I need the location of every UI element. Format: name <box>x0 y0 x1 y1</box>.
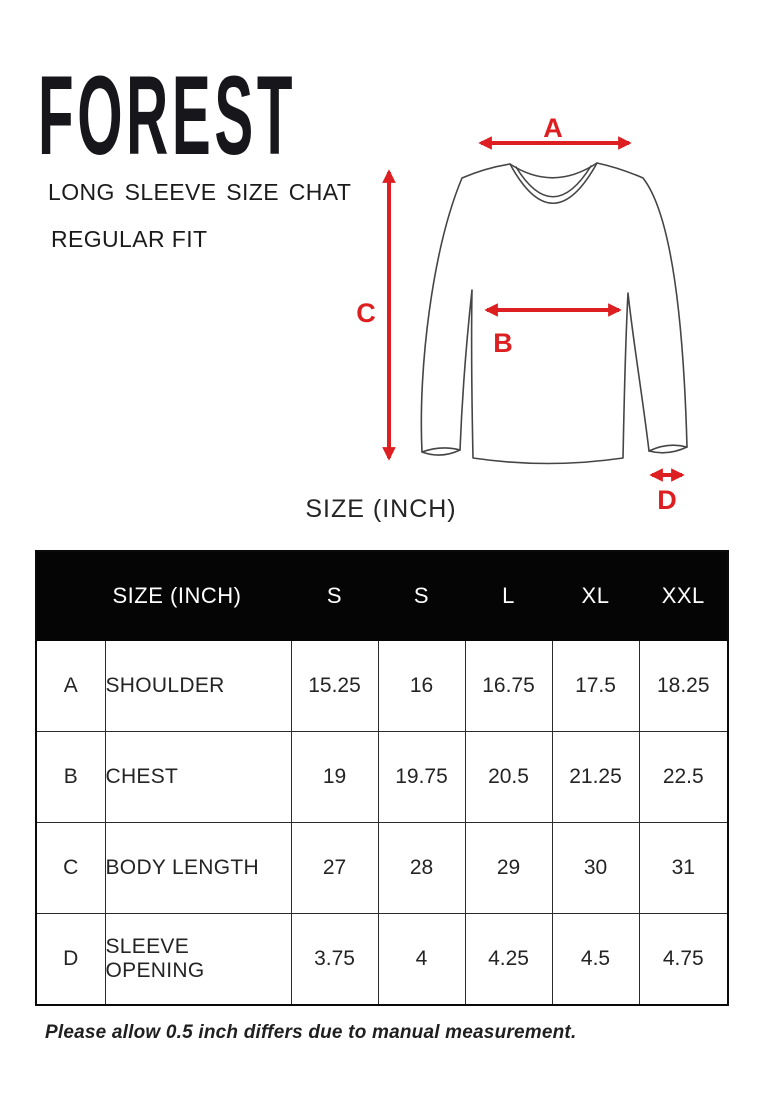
row-value: 27 <box>291 823 378 914</box>
row-letter: C <box>36 823 105 914</box>
row-value: 4.75 <box>639 914 728 1006</box>
row-name: SLEEVE OPENING <box>105 914 291 1006</box>
label-c: C <box>356 298 376 328</box>
row-value: 17.5 <box>552 641 639 732</box>
row-value: 15.25 <box>291 641 378 732</box>
size-table-container <box>35 550 727 1006</box>
header-corner-cell <box>36 551 105 641</box>
row-value: 29 <box>465 823 552 914</box>
row-letter: D <box>36 914 105 1006</box>
row-value: 22.5 <box>639 732 728 823</box>
row-value: 18.25 <box>639 641 728 732</box>
row-value: 4 <box>378 914 465 1006</box>
row-value: 31 <box>639 823 728 914</box>
header-label-cell: SIZE (INCH) <box>105 551 291 641</box>
shirt-measurement-diagram <box>350 100 762 520</box>
table-header-row <box>36 551 728 641</box>
size-table <box>35 550 729 1006</box>
row-value: 19 <box>291 732 378 823</box>
row-name: SHOULDER <box>105 641 291 732</box>
header-size-s2: S <box>378 551 465 641</box>
row-value: 28 <box>378 823 465 914</box>
label-a: A <box>543 113 563 143</box>
row-letter: A <box>36 641 105 732</box>
brand-logo: FOREST <box>38 53 297 178</box>
header-size-s1: S <box>291 551 378 641</box>
row-value: 30 <box>552 823 639 914</box>
table-row-shoulder <box>36 641 728 732</box>
table-row-body-length <box>36 823 728 914</box>
row-value: 20.5 <box>465 732 552 823</box>
row-letter: B <box>36 732 105 823</box>
shirt-outline <box>421 163 687 464</box>
table-row-sleeve-opening <box>36 914 728 1006</box>
row-value: 16.75 <box>465 641 552 732</box>
table-row-chest <box>36 732 728 823</box>
fit-label: REGULAR FIT <box>51 226 208 252</box>
header-size-l: L <box>465 551 552 641</box>
row-value: 19.75 <box>378 732 465 823</box>
row-value: 16 <box>378 641 465 732</box>
label-d: D <box>657 485 677 515</box>
row-value: 4.25 <box>465 914 552 1006</box>
label-b: B <box>493 328 513 358</box>
row-value: 21.25 <box>552 732 639 823</box>
product-line-label: LONG SLEEVE SIZE CHAT <box>48 179 352 205</box>
header-size-xxl: XXL <box>639 551 728 641</box>
row-value: 3.75 <box>291 914 378 1006</box>
header-size-xl: XL <box>552 551 639 641</box>
row-name: BODY LENGTH <box>105 823 291 914</box>
section-title: SIZE (INCH) <box>305 495 457 523</box>
row-value: 4.5 <box>552 914 639 1006</box>
row-name: CHEST <box>105 732 291 823</box>
measurement-disclaimer: Please allow 0.5 inch differs due to manual measurement. <box>45 1022 577 1043</box>
shirt-body <box>421 163 687 464</box>
